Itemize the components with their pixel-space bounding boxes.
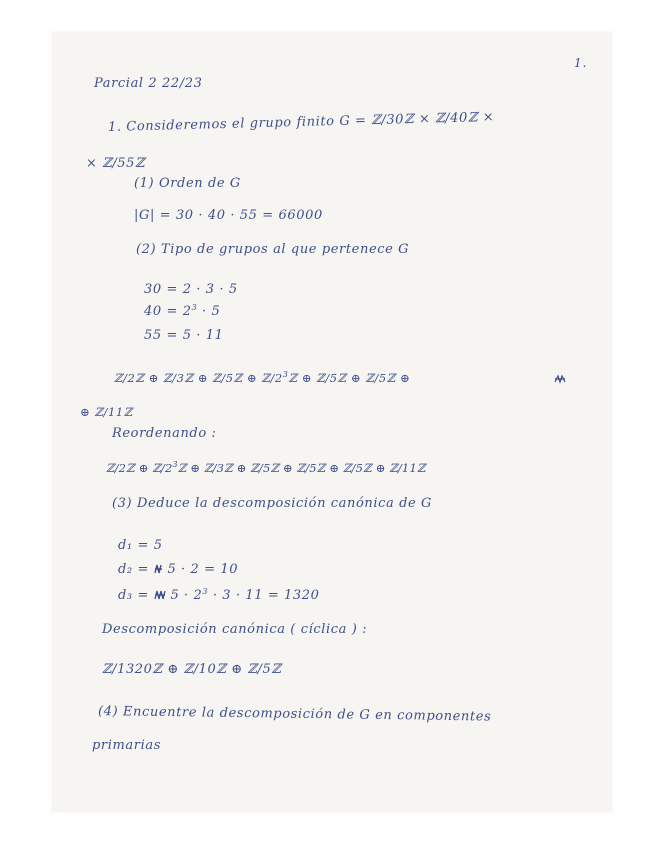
question-1-statement: 1. Consideremos el grupo finito G = ℤ/30ℤ × ℤ/40ℤ × [107, 109, 495, 135]
page-number: 1. [574, 56, 588, 70]
part-1-title: (1) Orden de G [134, 176, 241, 191]
question-1-statement-cont: × ℤ/55ℤ [86, 156, 146, 171]
part-2-title: (2) Tipo de grupos al que pertenece G [136, 242, 410, 257]
direct-sum-expansion: ℤ/2ℤ ⊕ ℤ/3ℤ ⊕ ℤ/5ℤ ⊕ $ℤ/2^3ℤ$ ⊕ ℤ/5ℤ ⊕ ℤ/5ℤ ⊕ [114, 370, 411, 385]
factorization-40: $40 = 2^3 \cdot 5$ [144, 303, 221, 319]
factorization-55: 55 = 5 · 11 [144, 328, 224, 343]
factorization-30: 30 = 2 · 3 · 5 [144, 282, 238, 297]
crossed-out-scribble [154, 564, 163, 574]
part-1-calculation: |G| = 30 · 40 · 55 = 66000 [134, 208, 323, 223]
reordered-direct-sum: ℤ/2ℤ ⊕ $ℤ/2^3ℤ$ ⊕ ℤ/3ℤ ⊕ ℤ/5ℤ ⊕ ℤ/5ℤ ⊕ ℤ/5ℤ ⊕ ℤ/11ℤ [106, 460, 426, 475]
invariant-d2: d₂ = 5 · 2 = 10 [118, 562, 239, 577]
invariant-d3: $d_3 = 5 \cdot 2^3 \cdot 3 \cdot 11 = 1320$ [118, 587, 320, 603]
reorder-label: Reordenando : [112, 426, 217, 441]
crossed-out-scribble [554, 374, 566, 384]
direct-sum-expansion-cont: ⊕ ℤ/11ℤ [80, 405, 133, 419]
exam-heading: Parcial 2 22/23 [94, 76, 203, 91]
notebook-page [52, 32, 612, 812]
part-4-title: (4) Encuentre la descomposición de G en componentes [97, 704, 492, 725]
crossed-out-scribble [154, 590, 166, 600]
part-4-title-cont: primarias [92, 738, 161, 753]
canonical-decomposition-label: Descomposición canónica ( cíclica ) : [102, 622, 368, 637]
canonical-decomposition: ℤ/1320ℤ ⊕ ℤ/10ℤ ⊕ ℤ/5ℤ [102, 662, 282, 677]
part-3-title: (3) Deduce la descomposición canónica de G [112, 496, 433, 511]
invariant-d1: d₁ = 5 [118, 538, 163, 553]
